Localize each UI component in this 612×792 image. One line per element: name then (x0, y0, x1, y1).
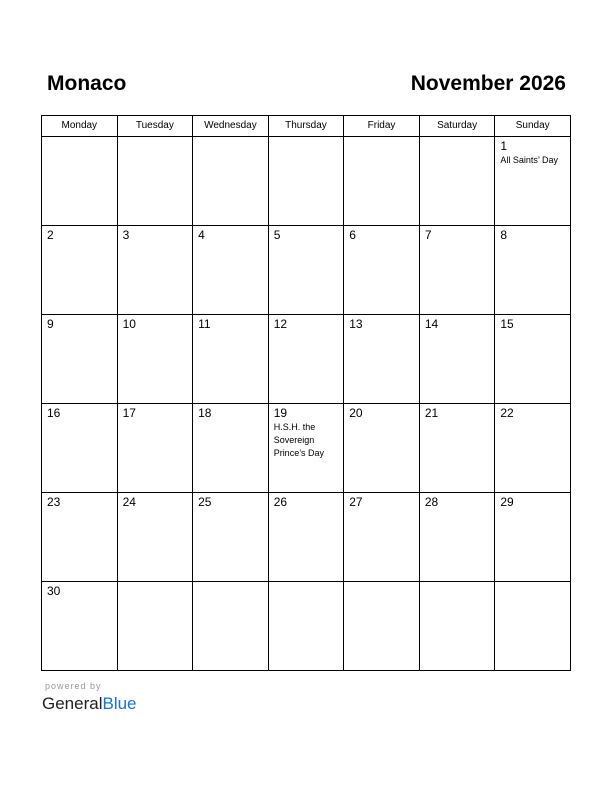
day-cell (42, 404, 118, 493)
day-number: 30 (47, 584, 61, 598)
weekday-header: Tuesday (117, 116, 193, 137)
day-cell-content (118, 493, 193, 509)
day-number: 14 (424, 317, 439, 331)
weekday-header: Saturday (419, 116, 495, 137)
day-cell-content (193, 137, 268, 140)
holiday-label: H.S.H. the Sovereign Prince’s Day (273, 422, 325, 458)
day-cell-content (420, 582, 495, 585)
day-cell (42, 226, 118, 315)
day-cell (495, 226, 571, 315)
day-number: 19 (273, 406, 288, 420)
day-cell (42, 493, 118, 582)
day-cell-content (420, 226, 495, 242)
day-cell (419, 226, 495, 315)
day-cell (42, 582, 118, 671)
day-cell-content (42, 315, 117, 331)
day-cell (495, 315, 571, 404)
day-cell (268, 315, 344, 404)
day-number: 13 (349, 317, 363, 331)
day-cell (419, 493, 495, 582)
day-cell-content (193, 404, 268, 420)
day-number: 5 (273, 228, 281, 242)
day-cell-content (269, 582, 344, 585)
week-row (42, 226, 571, 315)
day-cell-content (344, 404, 419, 420)
week-row (42, 493, 571, 582)
day-cell (193, 582, 269, 671)
day-number: 11 (198, 317, 211, 331)
footer-branding (42, 681, 137, 714)
day-number: 2 (47, 228, 54, 242)
powered-by-text: powered by (45, 681, 102, 691)
day-number: 10 (122, 317, 136, 331)
day-number: 27 (349, 495, 363, 509)
day-cell-content (495, 226, 570, 242)
country-title: Monaco (47, 72, 127, 95)
day-number: 24 (122, 495, 136, 509)
day-cell (495, 493, 571, 582)
week-row (42, 404, 571, 493)
day-cell (419, 404, 495, 493)
day-cell-content (42, 493, 117, 509)
day-number: 16 (47, 406, 61, 420)
day-number: 9 (47, 317, 54, 331)
day-cell-content (344, 137, 419, 140)
weekday-header-row (42, 116, 571, 137)
day-cell-content (420, 493, 495, 509)
day-number: 21 (424, 406, 439, 420)
day-cell (193, 226, 269, 315)
week-row (42, 582, 571, 671)
day-number: 18 (198, 406, 212, 420)
day-cell (419, 315, 495, 404)
day-cell (117, 582, 193, 671)
day-cell-content (495, 315, 570, 331)
day-cell (419, 137, 495, 226)
day-cell-content (344, 582, 419, 585)
day-cell-content (42, 582, 117, 598)
day-cell (419, 582, 495, 671)
day-cell (268, 582, 344, 671)
day-cell-content (118, 226, 193, 242)
day-cell-content (118, 137, 193, 140)
day-cell (117, 315, 193, 404)
day-cell (344, 226, 420, 315)
day-cell (344, 404, 420, 493)
day-number: 4 (198, 228, 205, 242)
day-cell-content (344, 315, 419, 331)
day-cell (42, 137, 118, 226)
day-number: 20 (349, 406, 363, 420)
calendar-weeks (42, 137, 571, 671)
day-cell (117, 493, 193, 582)
day-cell-content (420, 404, 495, 420)
day-cell-content (193, 226, 268, 242)
weekday-header: Sunday (495, 116, 571, 137)
holiday-label: All Saints’ Day (500, 155, 559, 165)
day-cell-content (495, 404, 570, 420)
day-number: 7 (424, 228, 432, 242)
day-cell (193, 404, 269, 493)
day-cell-content (495, 493, 570, 509)
day-cell-content (42, 137, 117, 140)
weekday-header: Monday (42, 116, 118, 137)
day-cell-content (118, 582, 193, 585)
day-cell (193, 315, 269, 404)
day-cell (344, 493, 420, 582)
logo-text-blue: Blue (102, 694, 137, 713)
day-cell (268, 404, 344, 493)
day-cell (117, 137, 193, 226)
day-cell-content (495, 137, 570, 167)
weekday-header: Wednesday (193, 116, 269, 137)
day-number: 22 (500, 406, 514, 420)
day-cell-content (269, 404, 344, 460)
day-cell-content (42, 404, 117, 420)
day-cell-content (269, 137, 344, 140)
weekday-header: Friday (344, 116, 420, 137)
day-number: 15 (500, 317, 514, 331)
logo-text-general: General (42, 694, 103, 713)
calendar-header (47, 71, 566, 99)
day-cell-content (193, 493, 268, 509)
day-cell-content (193, 315, 268, 331)
day-cell (268, 137, 344, 226)
day-cell-content (193, 582, 268, 585)
day-cell-content (42, 226, 117, 242)
day-cell (495, 582, 571, 671)
day-cell-content (344, 493, 419, 509)
day-cell (193, 493, 269, 582)
day-number: 12 (273, 317, 288, 331)
day-cell-content (118, 315, 193, 331)
week-row (42, 137, 571, 226)
day-number: 6 (349, 228, 356, 242)
day-cell (42, 315, 118, 404)
weekday-header: Thursday (268, 116, 344, 137)
day-cell-content (269, 226, 344, 242)
day-cell (344, 315, 420, 404)
day-cell (344, 582, 420, 671)
day-cell-content (269, 315, 344, 331)
day-cell-content (495, 582, 570, 585)
day-number: 28 (424, 495, 439, 509)
day-number: 17 (122, 406, 136, 420)
generalblue-logo[interactable] (42, 694, 137, 714)
day-number: 1 (500, 139, 508, 153)
day-cell-content (420, 137, 495, 140)
day-number: 23 (47, 495, 61, 509)
day-number: 26 (273, 495, 288, 509)
day-cell-content (344, 226, 419, 242)
day-cell (495, 137, 571, 226)
day-cell (117, 226, 193, 315)
day-cell (268, 493, 344, 582)
month-title: November 2026 (410, 72, 566, 95)
day-number: 25 (198, 495, 212, 509)
day-cell (495, 404, 571, 493)
day-number: 8 (500, 228, 508, 242)
day-number: 3 (122, 228, 130, 242)
day-cell-content (118, 404, 193, 420)
day-cell-content (269, 493, 344, 509)
day-cell (117, 404, 193, 493)
day-cell (193, 137, 269, 226)
day-cell (344, 137, 420, 226)
calendar-grid (41, 115, 571, 671)
day-cell (268, 226, 344, 315)
day-number: 29 (500, 495, 514, 509)
week-row (42, 315, 571, 404)
day-cell-content (420, 315, 495, 331)
